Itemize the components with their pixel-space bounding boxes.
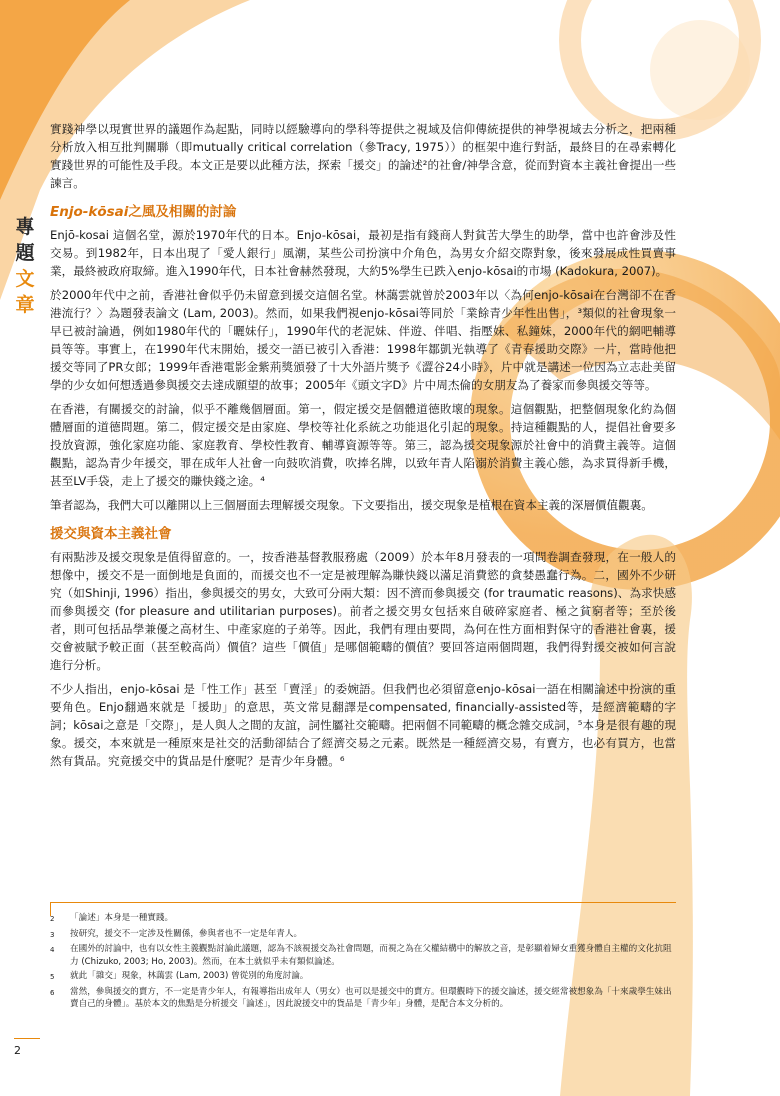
footnote-text: 按研究，援交不一定涉及性關係，參與者也不一定是年青人。 [70,928,303,939]
footnote-text: 「論述」本身是一種實踐。 [70,913,174,923]
footnote-number: 6 [50,988,55,997]
footnotes [50,902,676,1013]
section2-heading: 援交與資本主義社會 [50,526,172,542]
section-tag-char: 章 [15,294,35,316]
page-number-rule [14,1038,40,1039]
footnote-text: 就此「雜交」現象，林藹雲 (Lam, 2003) 曾從別的角度討論。 [70,971,309,981]
footnote-number: 2 [50,915,55,923]
section-tag-char: 專 [15,216,35,238]
section1-paragraph-2: 於2000年代中之前，香港社會似乎仍未留意到援交這個名堂。林藹雲就曾於2003年以〈為何enjo-kōsai在台灣卻不在香港流行？〉為題發表論文 (Lam, 2003)。然而，如果我們視enjo-kōsai等同於「業餘青少年性出售」，³類似的社會現象一早已被討論過，例如1980年代的「曬妹仔」，1990年代的老泥妹、伴遊、伴唱、指壓妹、私鐘妹，2000年代的網吧輔導員等等。事實上，在1990年代末開始，援交一語已被引入香港：1998年鄒凱光執導了《青春援助交際》一片，當時他把援交等同了PR女郎；1999年香港電影金紫荊獎頒發了十大外語片獎予《澀谷24小時》，片中就是講述一位因為立志赴美留學的少女如何想透過參與援交去達成願望的故事；2005年《頭文字D》片中周杰倫的女朋友為了養家而參與援交等等。 [50,288,676,392]
section-tag-char: 題 [15,242,35,264]
footnote-text: 當然，參與援交的賣方，不一定是青少年人，有報導指出成年人（男女）也可以是援交中的賣方。但環觀時下的援交論述，援交經常被想象為「十來歲學生妹出賣自己的身體」。基於本文的焦點是分析援交「論述」，因此說援交中的貨品是「青少年」身體，是配合本文分析的。 [70,986,672,1009]
intro-paragraph: 實踐神學以現實世界的議題作為起點，同時以經驗導向的學科等提供之視域及信仰傳統提供的神學視域去分析之，把兩種分析放入相互批判關聯（即mutually critical correlation（參Tracy, 1975））的框架中進行對話，最終目的在尋索轉化實踐世界的可能性及手段。本文正是要以此種方法，探索「援交」的論述²的社會/神學含意，從而對資本主義社會提出一些諫言。 [50,122,676,190]
article-body [50,120,676,776]
section1-heading-em: Enjo-kōsai [50,204,129,220]
section2-paragraph-2: 不少人指出，enjo-kōsai 是「性工作」甚至「賣淫」的委婉語。但我們也必須留意enjo-kōsai一語在相關論述中扮演的重要角色。Enjo翻過來就是「援助」的意思，英文常見翻譯是compensated, financially-assisted等，是經濟範疇的字詞；kōsai之意是「交際」，是人與人之間的友誼，詞性屬社交範疇。把兩個不同範疇的概念雜交成詞，⁵本身是很有趣的現象。援交，本來就是一種原來是社交的活動卻結合了經濟交易之元素。既然是一種經濟交易，有賣方，也必有買方，也當然有貨品。究竟援交中的貨品是什麼呢？是青少年身體。⁶ [50,682,676,768]
section1-heading-rest: 之風及相關的討論 [128,204,237,220]
footnote [50,928,676,942]
footnote-text: 在國外的討論中，也有以女性主義觀點討論此議題，認為不該視援交為社會問題，而視之為在父權結構中的解放之音，是彰顯着婦女重獲身體自主權的文化抗阻力 (Chizuko, 2003; Ho, 2003)。然而，在本土就似乎未有類似論述。 [70,944,672,967]
footnote-number: 3 [50,930,55,939]
footnote-number: 4 [50,946,55,954]
section1-paragraph-1: Enjō-kosai 這個名堂，源於1970年代的日本。Enjo-kōsai，最初是指有錢商人對貧苦大學生的助學，當中也許會涉及性交易。到1982年，日本出現了「愛人銀行」風潮，某些公司扮演中介角色，為男女介紹交際對象，後來發展成性買賣事業，最終被政府取締。進入1990年代，日本社會赫然發現，大約5%學生已跌入enjo-kōsai的市場 (Kadokura, 2007)。 [50,228,676,278]
section1-paragraph-3: 在香港，有關援交的討論，似乎不離幾個層面。第一，假定援交是個體道德敗壞的現象。這個觀點，把整個現象化約為個體層面的道德問題。第二，假定援交是由家庭、學校等社化系統之功能退化引起的現象。持這種觀點的人，提倡社會要多投放資源，強化家庭功能、家庭教育、學校性教育、輔導資源等等。第三，認為援交現象源於社會中的消費主義等。這個觀點，認為青少年援交，罪在成年人社會一向鼓吹消費，吹捧名牌，以致年青人陷溺於消費主義心態，為求買得新手機，甚至LV手袋，走上了援交的賺快錢之途。⁴ [50,402,676,488]
footnote [50,986,676,1011]
section2-paragraph-1: 有兩點涉及援交現象是值得留意的。一，按香港基督教服務處（2009）於本年8月發表的一項問卷調查發現，在一般人的想像中，援交不是一面倒地是負面的，而援交也不一定是被理解為賺快錢以滿足消費慾的貪婪愚蠢行為。二，國外不少研究（如Shinji, 1996）指出，參與援交的男女，大致可分兩大類：因不濟而參與援交 (for traumatic reasons)、為求快感而參與援交 (for pleasure and utilitarian purposes)。前者之援交男女包括來自破碎家庭者、極之貧窮者等；至於後者，則可包括品學兼優之高材生、中產家庭的子弟等。因此，我們有理由要問，為何在性方面相對保守的香港社會裏，援交會被賦予較正面（甚至較高尚）價值？這些「價值」是哪個範疇的價值？要回答這兩個問題，我們得對援交被如何言說進行分析。 [50,550,676,672]
footnote [50,943,676,968]
section1-paragraph-4: 筆者認為，我們大可以離開以上三個層面去理解援交現象。下文要指出，援交現象是植根在資本主義的深層價值觀裏。 [50,498,653,512]
footnote [50,970,676,984]
section1-heading [50,202,676,222]
section-tag [14,214,36,318]
section-tag-char: 文 [15,268,35,290]
footnote-number: 5 [50,973,55,981]
page-number: 2 [14,1044,21,1057]
footnote [50,912,676,926]
